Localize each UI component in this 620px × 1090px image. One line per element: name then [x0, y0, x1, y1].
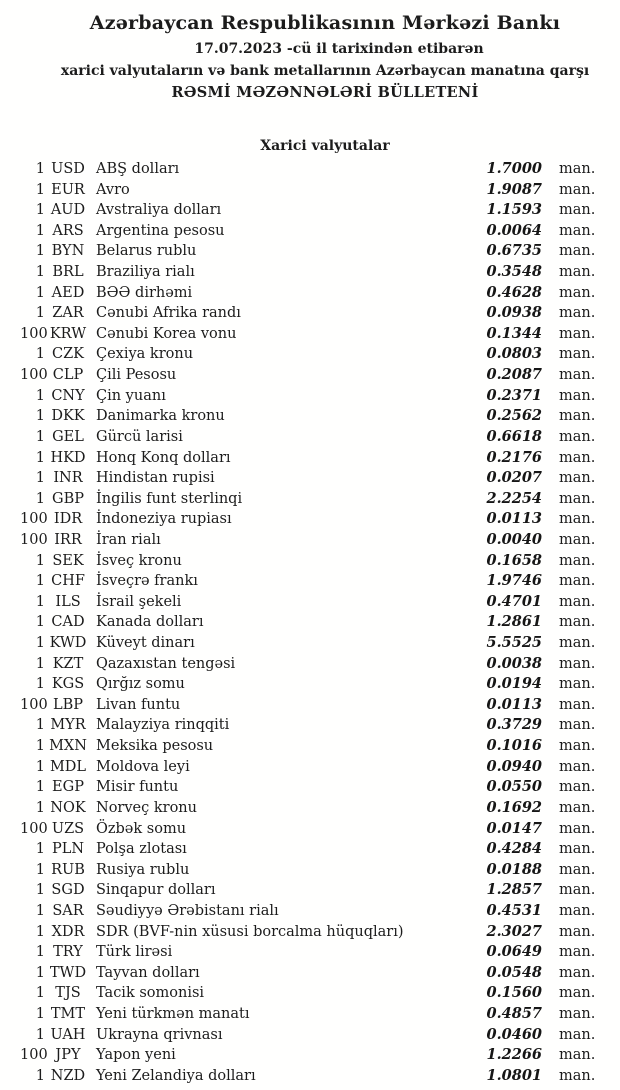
quantity: 1: [35, 593, 45, 610]
rate-value: 0.0038: [486, 654, 542, 672]
rate-value: 0.0188: [486, 860, 542, 878]
rate-value: 0.4701: [486, 592, 542, 610]
currency-code: MDL: [49, 758, 87, 775]
unit-label: man.: [559, 738, 596, 755]
rate-value: 0.0147: [486, 819, 542, 837]
unit-label: man.: [559, 614, 596, 631]
rate-value: 0.1560: [486, 984, 542, 1002]
quantity: 1: [35, 408, 45, 425]
quantity: 1: [35, 284, 45, 301]
table-row: [20, 1004, 600, 1025]
table-row: [20, 695, 600, 716]
unit-label: man.: [559, 923, 596, 940]
unit-label: man.: [559, 799, 596, 816]
quantity: 1: [35, 944, 45, 961]
unit-label: man.: [559, 861, 596, 878]
unit-label: man.: [559, 202, 596, 219]
currency-code: MXN: [49, 738, 87, 755]
currency-name: İndoneziya rupiası: [96, 511, 232, 528]
table-row: [20, 468, 600, 489]
table-row: [20, 798, 600, 819]
quantity: 1: [35, 346, 45, 363]
currency-name: Argentina pesosu: [96, 222, 225, 239]
currency-code: GEL: [52, 428, 84, 445]
currency-code: SEK: [52, 552, 84, 569]
currency-code: UZS: [51, 820, 85, 837]
quantity: 1: [35, 985, 45, 1002]
bulletin-subtitle: xarici valyutaların və bank metallarının Azərbaycan manatına qarşı: [60, 63, 590, 79]
quantity: 1: [35, 799, 45, 816]
currency-name: Avro: [96, 181, 130, 198]
quantity: 1: [35, 758, 45, 775]
table-row: [20, 963, 600, 984]
bulletin-header: [0, 8, 620, 104]
unit-label: man.: [559, 325, 596, 342]
rate-value: 0.0548: [486, 963, 542, 981]
currency-name: İngilis funt sterlinqi: [96, 490, 243, 507]
table-row: [20, 654, 600, 675]
quantity: 1: [35, 882, 45, 899]
quantity: 1: [35, 305, 45, 322]
table-row: [20, 551, 600, 572]
currency-code: TWD: [49, 964, 87, 981]
currency-code: MYR: [50, 717, 86, 734]
currency-name: Küveyt dinarı: [96, 635, 195, 652]
currency-name: Meksika pesosu: [96, 738, 214, 755]
currency-code: RUB: [51, 861, 85, 878]
currency-code: NZD: [50, 1067, 86, 1084]
rate-value: 0.0113: [486, 510, 542, 528]
unit-label: man.: [559, 284, 596, 301]
currency-code: JPY: [55, 1047, 81, 1064]
quantity: 1: [35, 202, 45, 219]
currency-name: Danimarka kronu: [96, 408, 225, 425]
rate-value: 0.2562: [486, 407, 542, 425]
quantity: 1: [35, 861, 45, 878]
unit-label: man.: [559, 408, 596, 425]
currency-name: Özbək somu: [96, 820, 187, 837]
quantity: 1: [35, 490, 45, 507]
currency-name: Belarus rublu: [96, 243, 197, 260]
table-row: [20, 571, 600, 592]
rates-table: [0, 159, 620, 1086]
currency-code: SGD: [51, 882, 85, 899]
table-row: [20, 633, 600, 654]
currency-code: CNY: [51, 387, 85, 404]
quantity: 1: [35, 428, 45, 445]
table-row: [20, 839, 600, 860]
currency-name: Avstraliya dolları: [96, 202, 222, 219]
table-row: [20, 922, 600, 943]
table-row: [20, 344, 600, 365]
rate-value: 5.5525: [486, 634, 542, 652]
currency-name: Braziliya rialı: [96, 264, 195, 281]
unit-label: man.: [559, 490, 596, 507]
currency-code: EUR: [51, 181, 85, 198]
unit-label: man.: [559, 779, 596, 796]
rate-value: 0.4628: [486, 283, 542, 301]
quantity: 100: [20, 511, 48, 528]
table-row: [20, 221, 600, 242]
unit-label: man.: [559, 1067, 596, 1084]
table-row: [20, 819, 600, 840]
currency-name: Qırğız somu: [96, 676, 185, 693]
unit-label: man.: [559, 1005, 596, 1022]
quantity: 1: [35, 1005, 45, 1022]
currency-code: IDR: [53, 511, 83, 528]
quantity: 1: [35, 552, 45, 569]
table-row: [20, 674, 600, 695]
rate-value: 0.0940: [486, 757, 542, 775]
currency-name: Norveç kronu: [96, 799, 197, 816]
unit-label: man.: [559, 449, 596, 466]
quantity: 1: [35, 449, 45, 466]
currency-code: ARS: [52, 222, 84, 239]
unit-label: man.: [559, 841, 596, 858]
quantity: 1: [35, 614, 45, 631]
currency-name: İsrail şekeli: [96, 593, 182, 610]
currency-code: TMT: [50, 1005, 86, 1022]
rate-value: 0.2087: [486, 366, 542, 384]
currency-name: BƏƏ dirhəmi: [96, 284, 193, 301]
table-row: [20, 901, 600, 922]
quantity: 1: [35, 635, 45, 652]
rate-value: 1.0801: [486, 1066, 542, 1084]
quantity: 1: [35, 779, 45, 796]
table-row: [20, 880, 600, 901]
rate-value: 0.4531: [486, 901, 542, 919]
currency-name: Gürcü larisi: [96, 428, 183, 445]
currency-name: Yeni türkmən manatı: [96, 1005, 250, 1022]
effective-date-line: 17.07.2023 -cü il tarixindən etibarən: [194, 41, 484, 57]
quantity: 1: [35, 387, 45, 404]
table-row: [20, 715, 600, 736]
currency-code: KZT: [52, 655, 84, 672]
currency-name: Malayziya rinqqiti: [96, 717, 230, 734]
currency-code: USD: [51, 161, 85, 177]
currency-name: Honq Konq dolları: [96, 449, 231, 466]
rate-value: 2.3027: [486, 922, 542, 940]
table-row: [20, 283, 600, 304]
currency-code: INR: [53, 470, 83, 487]
unit-label: man.: [559, 346, 596, 363]
rate-value: 2.2254: [486, 489, 542, 507]
currency-code: AUD: [50, 202, 86, 219]
currency-code: DKK: [51, 408, 85, 425]
unit-label: man.: [559, 902, 596, 919]
unit-label: man.: [559, 1047, 596, 1064]
rate-value: 0.0803: [486, 345, 542, 363]
currency-name: Rusiya rublu: [96, 861, 190, 878]
unit-label: man.: [559, 387, 596, 404]
table-row: [20, 757, 600, 778]
quantity: 1: [35, 243, 45, 260]
table-row: [20, 1066, 600, 1087]
unit-label: man.: [559, 531, 596, 548]
unit-label: man.: [559, 820, 596, 837]
rate-value: 1.2857: [486, 881, 542, 899]
unit-label: man.: [559, 222, 596, 239]
currency-name: Hindistan rupisi: [96, 470, 215, 487]
currency-code: KWD: [49, 635, 87, 652]
table-row: [20, 1045, 600, 1066]
table-row: [20, 1025, 600, 1046]
quantity: 1: [35, 264, 45, 281]
rate-value: 1.7000: [486, 160, 542, 177]
unit-label: man.: [559, 181, 596, 198]
unit-label: man.: [559, 264, 596, 281]
quantity: 1: [35, 717, 45, 734]
currency-name: Tacik somonisi: [96, 985, 205, 1002]
currency-code: ZAR: [52, 305, 84, 322]
rate-value: 1.2266: [486, 1046, 542, 1064]
currency-name: İran rialı: [96, 531, 161, 548]
rate-value: 0.1016: [486, 737, 542, 755]
currency-code: IRR: [54, 531, 82, 548]
currency-name: Çin yuanı: [96, 387, 166, 404]
rate-value: 0.2371: [486, 386, 542, 404]
table-row: [20, 365, 600, 386]
currency-code: PLN: [51, 841, 85, 858]
currency-name: Çili Pesosu: [96, 367, 177, 384]
quantity: 1: [35, 1067, 45, 1084]
rate-value: 0.4857: [486, 1004, 542, 1022]
currency-name: Polşa zlotası: [96, 841, 187, 858]
table-row: [20, 386, 600, 407]
table-row: [20, 427, 600, 448]
unit-label: man.: [559, 511, 596, 528]
unit-label: man.: [559, 470, 596, 487]
quantity: 100: [20, 1047, 48, 1064]
rate-value: 0.0040: [486, 530, 542, 548]
currency-name: Sinqapur dolları: [96, 882, 216, 899]
unit-label: man.: [559, 1026, 596, 1043]
rate-value: 0.2176: [486, 448, 542, 466]
table-row: [20, 509, 600, 530]
currency-code: CHF: [51, 573, 85, 590]
rate-value: 0.0938: [486, 304, 542, 322]
currency-code: GBP: [52, 490, 84, 507]
unit-label: man.: [559, 243, 596, 260]
rate-value: 1.9087: [486, 180, 542, 198]
bank-name-title: Azərbaycan Respublikasının Mərkəzi Bankı: [89, 12, 561, 34]
currency-code: BYN: [51, 243, 85, 260]
table-row: [20, 489, 600, 510]
rate-value: 1.9746: [486, 572, 542, 590]
currency-name: Tayvan dolları: [96, 964, 200, 981]
rate-value: 0.1658: [486, 551, 542, 569]
quantity: 1: [35, 573, 45, 590]
currency-name: Yeni Zelandiya dolları: [96, 1067, 256, 1084]
quantity: 1: [35, 655, 45, 672]
currency-code: XDR: [51, 923, 85, 940]
currency-name: Moldova leyi: [96, 758, 190, 775]
unit-label: man.: [559, 655, 596, 672]
table-row: [20, 448, 600, 469]
currency-name: İsveçrə frankı: [96, 573, 198, 590]
currency-code: SAR: [52, 902, 84, 919]
table-row: [20, 262, 600, 283]
currency-name: Yapon yeni: [96, 1047, 176, 1064]
rate-value: 0.0064: [486, 221, 542, 239]
quantity: 100: [20, 820, 48, 837]
unit-label: man.: [559, 758, 596, 775]
currency-name: İsveç kronu: [96, 552, 182, 569]
currency-name: Livan funtu: [96, 696, 181, 713]
currency-code: KGS: [51, 676, 85, 693]
section-title-foreign-currencies: Xarici valyutalar: [260, 138, 390, 154]
quantity: 1: [35, 1026, 45, 1043]
table-row: [20, 241, 600, 262]
quantity: 100: [20, 696, 48, 713]
quantity: 1: [35, 964, 45, 981]
table-row: [20, 324, 600, 345]
rate-value: 0.0550: [486, 778, 542, 796]
rate-value: 1.2861: [486, 613, 542, 631]
table-row: [20, 200, 600, 221]
rate-value: 0.1344: [486, 324, 542, 342]
currency-code: UAH: [50, 1026, 86, 1043]
currency-code: CAD: [51, 614, 85, 631]
currency-name: Türk lirəsi: [96, 944, 173, 961]
currency-name: Cənubi Afrika randı: [96, 305, 241, 322]
currency-name: SDR (BVF-nin xüsusi borcalma hüquqları): [96, 923, 404, 940]
quantity: 1: [35, 738, 45, 755]
table-row: [20, 159, 600, 180]
unit-label: man.: [559, 717, 596, 734]
unit-label: man.: [559, 367, 596, 384]
currency-name: Ukrayna qrivnası: [96, 1026, 223, 1043]
rate-value: 0.0207: [486, 469, 542, 487]
currency-name: Çexiya kronu: [96, 346, 194, 363]
rate-value: 1.1593: [486, 201, 542, 219]
rate-value: 0.1692: [486, 798, 542, 816]
quantity: 1: [35, 161, 45, 177]
currency-code: CLP: [52, 367, 84, 384]
currency-name: Kanada dolları: [96, 614, 204, 631]
rate-value: 0.0194: [486, 675, 542, 693]
currency-code: AED: [51, 284, 85, 301]
currency-name: Misir funtu: [96, 779, 179, 796]
table-row: [20, 777, 600, 798]
currency-code: CZK: [51, 346, 84, 363]
table-row: [20, 406, 600, 427]
quantity: 1: [35, 902, 45, 919]
currency-name: Səudiyyə Ərəbistanı rialı: [96, 902, 279, 919]
rate-value: 0.6618: [486, 427, 542, 445]
table-row: [20, 736, 600, 757]
table-row: [20, 592, 600, 613]
unit-label: man.: [559, 676, 596, 693]
currency-code: LBP: [52, 696, 84, 713]
quantity: 1: [35, 181, 45, 198]
rate-value: 0.4284: [486, 840, 542, 858]
unit-label: man.: [559, 161, 596, 177]
quantity: 1: [35, 470, 45, 487]
currency-code: EGP: [52, 779, 84, 796]
unit-label: man.: [559, 593, 596, 610]
currency-code: ILS: [55, 593, 81, 610]
bulletin-title: RƏSMİ MƏZƏNNƏLƏRİ BÜLLETENİ: [171, 84, 479, 101]
currency-code: BRL: [52, 264, 84, 281]
rate-value: 0.0113: [486, 695, 542, 713]
rate-value: 0.3729: [486, 716, 542, 734]
currency-code: KRW: [49, 325, 87, 342]
quantity: 100: [20, 531, 48, 548]
unit-label: man.: [559, 882, 596, 899]
table-row: [20, 942, 600, 963]
currency-code: NOK: [50, 799, 86, 816]
unit-label: man.: [559, 428, 596, 445]
unit-label: man.: [559, 552, 596, 569]
currency-name: ABŞ dolları: [96, 161, 180, 177]
unit-label: man.: [559, 696, 596, 713]
currency-name: Qazaxıstan tengəsi: [96, 655, 236, 672]
unit-label: man.: [559, 985, 596, 1002]
rate-value: 0.0460: [486, 1025, 542, 1043]
table-row: [20, 530, 600, 551]
quantity: 1: [35, 841, 45, 858]
quantity: 1: [35, 676, 45, 693]
table-row: [20, 180, 600, 201]
currency-name: Cənubi Korea vonu: [96, 325, 237, 342]
currency-code: TJS: [55, 985, 81, 1002]
unit-label: man.: [559, 964, 596, 981]
table-row: [20, 983, 600, 1004]
rate-value: 0.6735: [486, 242, 542, 260]
quantity: 100: [20, 325, 48, 342]
table-row: [20, 612, 600, 633]
currency-code: HKD: [50, 449, 86, 466]
quantity: 1: [35, 923, 45, 940]
table-row: [20, 860, 600, 881]
rate-value: 0.3548: [486, 263, 542, 281]
unit-label: man.: [559, 635, 596, 652]
unit-label: man.: [559, 305, 596, 322]
table-row: [20, 303, 600, 324]
quantity: 100: [20, 367, 48, 384]
rate-value: 0.0649: [486, 943, 542, 961]
quantity: 1: [35, 222, 45, 239]
unit-label: man.: [559, 573, 596, 590]
unit-label: man.: [559, 944, 596, 961]
currency-code: TRY: [53, 944, 83, 961]
